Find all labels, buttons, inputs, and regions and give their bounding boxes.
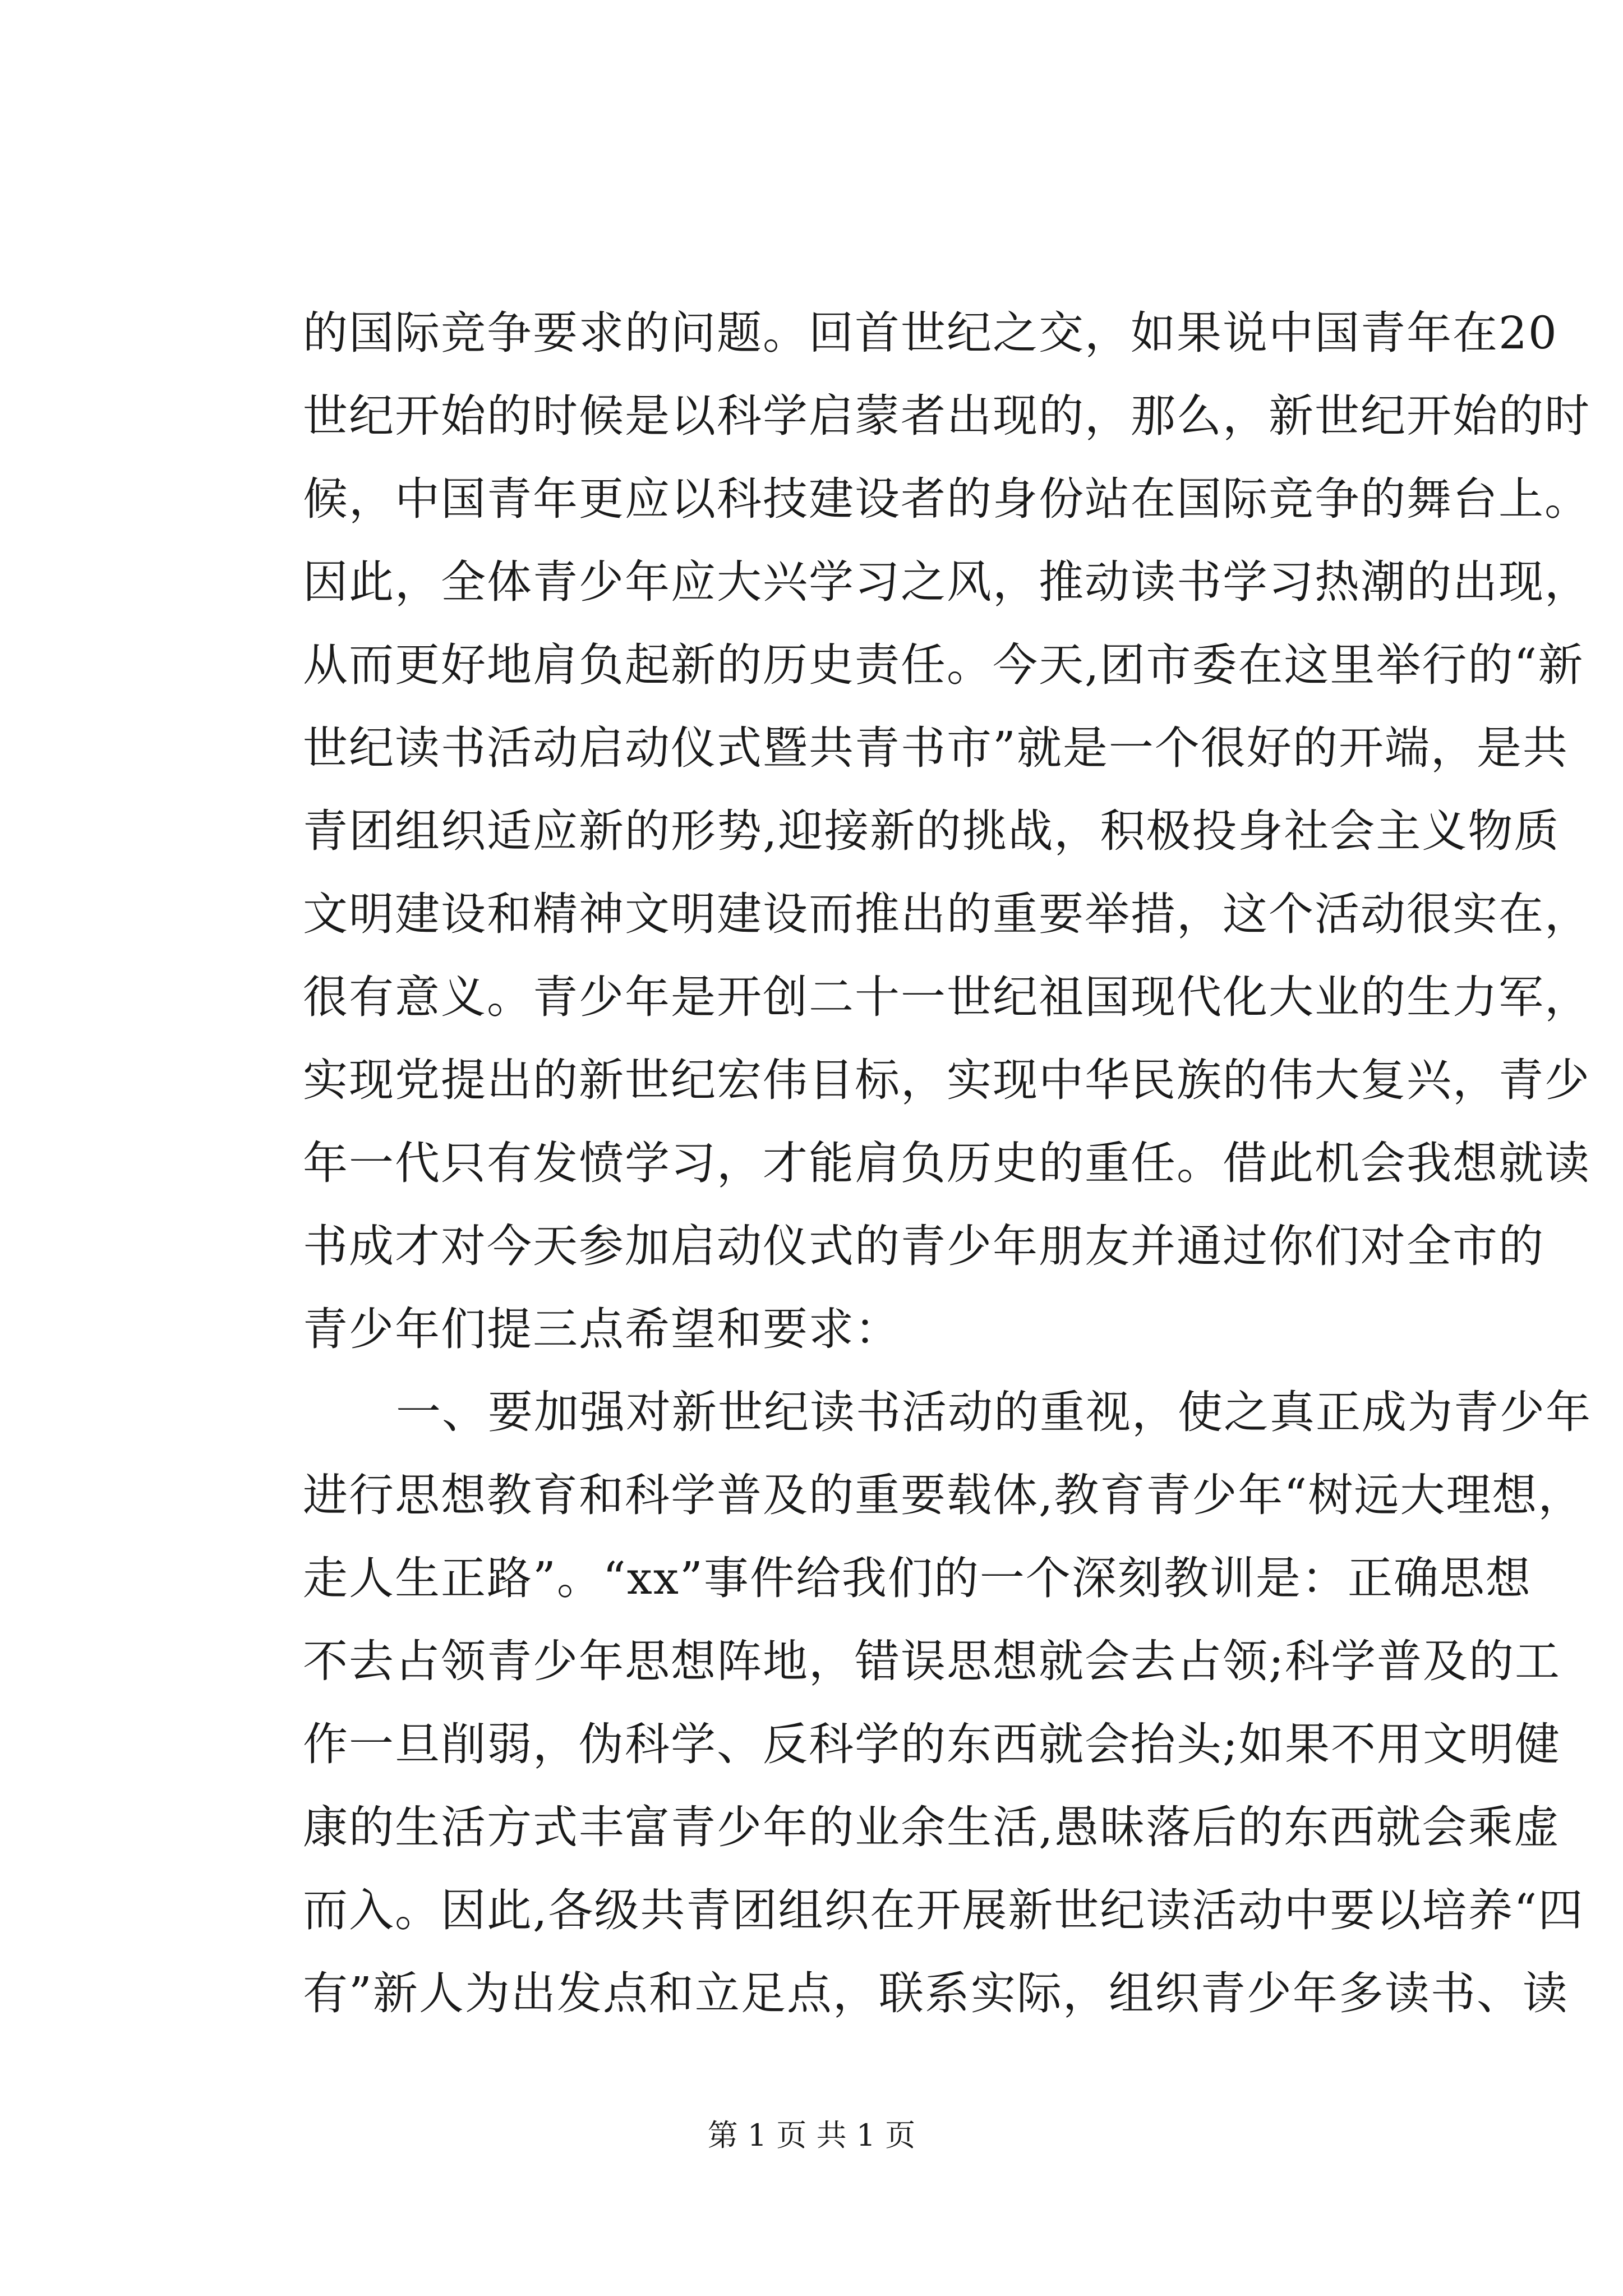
text-line: 从而更好地肩负起新的历史责任。今天,团市委在这里举行的“新 [303, 639, 1584, 691]
text-line: 很有意义。青少年是开创二十一世纪祖国现代化大业的生力军， [303, 971, 1590, 1023]
text-line: 世纪读书活动启动仪式暨共青书市”就是一个很好的开端，是共 [303, 722, 1569, 774]
text-line: 康的生活方式丰富青少年的业余生活,愚昧落后的东西就会乘虚 [303, 1801, 1560, 1853]
text-line: 实现党提出的新世纪宏伟目标，实现中华民族的伟大复兴，青少 [303, 1054, 1590, 1106]
text-line: 的国际竞争要求的问题。回首世纪之交，如果说中国青年在20 [303, 307, 1558, 359]
text-line: 文明建设和精神文明建设而推出的重要举措，这个活动很实在， [303, 888, 1590, 940]
text-line: 青团组织适应新的形势,迎接新的挑战，积极投身社会主义物质 [303, 805, 1560, 857]
text-line: 年一代只有发愤学习，才能肩负历史的重任。借此机会我想就读 [303, 1137, 1590, 1189]
text-line: 走人生正路”。“xx”事件给我们的一个深刻教训是：正确思想 [303, 1552, 1532, 1604]
text-line: 不去占领青少年思想阵地，错误思想就会去占领;科学普及的工 [303, 1635, 1561, 1687]
text-line: 而入。因此,各级共青团组织在开展新世纪读活动中要以培养“四 [303, 1884, 1584, 1936]
text-line: 世纪开始的时候是以科学启蒙者出现的，那么，新世纪开始的时 [303, 390, 1590, 442]
text-line: 有”新人为出发点和立足点，联系实际，组织青少年多读书、读 [303, 1967, 1569, 2019]
text-line: 一、要加强对新世纪读书活动的重视，使之真正成为青少年 [396, 1386, 1592, 1438]
text-line: 进行思想教育和科学普及的重要载体,教育青少年“树远大理想， [303, 1469, 1584, 1521]
text-line: 青少年们提三点希望和要求： [303, 1303, 901, 1355]
page-footer: 第 1 页 共 1 页 [707, 2118, 916, 2153]
text-line: 书成才对今天参加启动仪式的青少年朋友并通过你们对全市的 [303, 1220, 1544, 1272]
text-line: 因此，全体青少年应大兴学习之风，推动读书学习热潮的出现， [303, 556, 1590, 608]
text-line: 候，中国青年更应以科技建设者的身份站在国际竞争的舞台上。 [303, 473, 1590, 525]
body-text [303, 292, 1592, 2035]
text-line: 作一旦削弱，伪科学、反科学的东西就会抬头;如果不用文明健 [303, 1718, 1561, 1770]
